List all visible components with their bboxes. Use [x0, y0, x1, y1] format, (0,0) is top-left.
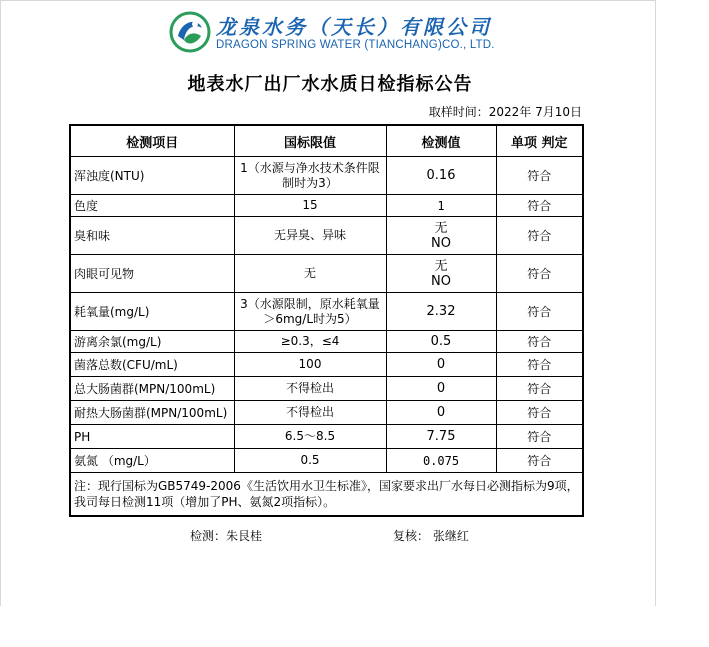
cell-item: 耐热大肠菌群(MPN/100mL) [70, 401, 234, 425]
cell-item: PH [70, 425, 234, 449]
cell-limit: 15 [234, 195, 386, 217]
cell-verdict: 符合 [496, 425, 583, 449]
cell-item: 总大肠菌群(MPN/100mL) [70, 377, 234, 401]
cell-value: 2.32 [386, 293, 496, 331]
cell-verdict: 符合 [496, 255, 583, 293]
cell-verdict: 符合 [496, 353, 583, 377]
cell-value: 0 [386, 377, 496, 401]
table-row [70, 195, 583, 217]
cell-limit: 1（水源与净水技术条件限制时为3） [234, 157, 386, 195]
value-sub: NO [431, 273, 451, 289]
cell-verdict: 符合 [496, 157, 583, 195]
cell-item: 耗氧量(mg/L) [70, 293, 234, 331]
cell-value: 1 [386, 195, 496, 217]
company-name-en: DRAGON SPRING WATER (TIANCHANG)CO., LTD. [216, 39, 495, 51]
value-main: 无 [434, 258, 448, 274]
table-note: 注：现行国标为GB5749-2006《生活饮用水卫生标准》，国家要求出厂水每日必测指标为9项，我司每日检测11项（增加了PH、氨氮2项指标）。 [70, 473, 583, 517]
cell-limit: 不得检出 [234, 377, 386, 401]
cell-verdict: 符合 [496, 331, 583, 353]
cell-limit: 0.5 [234, 449, 386, 473]
water-quality-table [69, 124, 584, 517]
table-row [70, 353, 583, 377]
sample-time: 取样时间：2022年 7月10日 [428, 105, 582, 119]
table-row [70, 401, 583, 425]
table-row [70, 255, 583, 293]
value-main: 无 [434, 220, 448, 236]
page-title: 地表水厂出厂水水质日检指标公告 [187, 74, 473, 95]
cell-item: 色度 [70, 195, 234, 217]
sheet-gridline [0, 0, 655, 1]
cell-limit: ≥0.3，≤4 [234, 331, 386, 353]
cell-limit: 3（水源限制，原水耗氧量＞6mg/L时为5） [234, 293, 386, 331]
cell-limit: 不得检出 [234, 401, 386, 425]
reviewer-signature: 复核： 张继红 [393, 529, 469, 543]
cell-value [386, 255, 496, 293]
cell-value: 0.075 [386, 449, 496, 473]
table-row [70, 377, 583, 401]
cell-limit: 无异臭、异味 [234, 217, 386, 255]
inspector-signature: 检测：朱艮桂 [190, 529, 263, 543]
cell-item: 臭和味 [70, 217, 234, 255]
cell-item: 菌落总数(CFU/mL) [70, 353, 234, 377]
header-item: 检测项目 [70, 125, 234, 157]
cell-item: 游离余氯(mg/L) [70, 331, 234, 353]
table-row [70, 449, 583, 473]
table-row [70, 425, 583, 449]
cell-verdict: 符合 [496, 195, 583, 217]
table-row [70, 331, 583, 353]
cell-item: 浑浊度(NTU) [70, 157, 234, 195]
cell-verdict: 符合 [496, 401, 583, 425]
header-limit: 国标限值 [234, 125, 386, 157]
cell-verdict: 符合 [496, 217, 583, 255]
company-name-cn: 龙泉水务（天长）有限公司 [216, 15, 492, 39]
cell-verdict: 符合 [496, 449, 583, 473]
cell-item: 氨氮 （mg/L） [70, 449, 234, 473]
table-header-row [70, 125, 583, 157]
cell-value [386, 217, 496, 255]
cell-value: 0.16 [386, 157, 496, 195]
cell-verdict: 符合 [496, 377, 583, 401]
cell-value: 7.75 [386, 425, 496, 449]
cell-limit: 100 [234, 353, 386, 377]
header-verdict: 单项 判定 [496, 125, 583, 157]
cell-item: 肉眼可见物 [70, 255, 234, 293]
table-row [70, 293, 583, 331]
cell-value: 0 [386, 353, 496, 377]
cell-verdict: 符合 [496, 293, 583, 331]
header-value: 检测值 [386, 125, 496, 157]
cell-value: 0 [386, 401, 496, 425]
cell-value: 0.5 [386, 331, 496, 353]
cell-limit: 6.5～8.5 [234, 425, 386, 449]
table-row [70, 157, 583, 195]
cell-limit: 无 [234, 255, 386, 293]
company-logo [168, 10, 495, 56]
note-row [70, 473, 583, 517]
table-row [70, 217, 583, 255]
water-drop-logo-icon [168, 10, 212, 54]
value-sub: NO [431, 235, 451, 251]
